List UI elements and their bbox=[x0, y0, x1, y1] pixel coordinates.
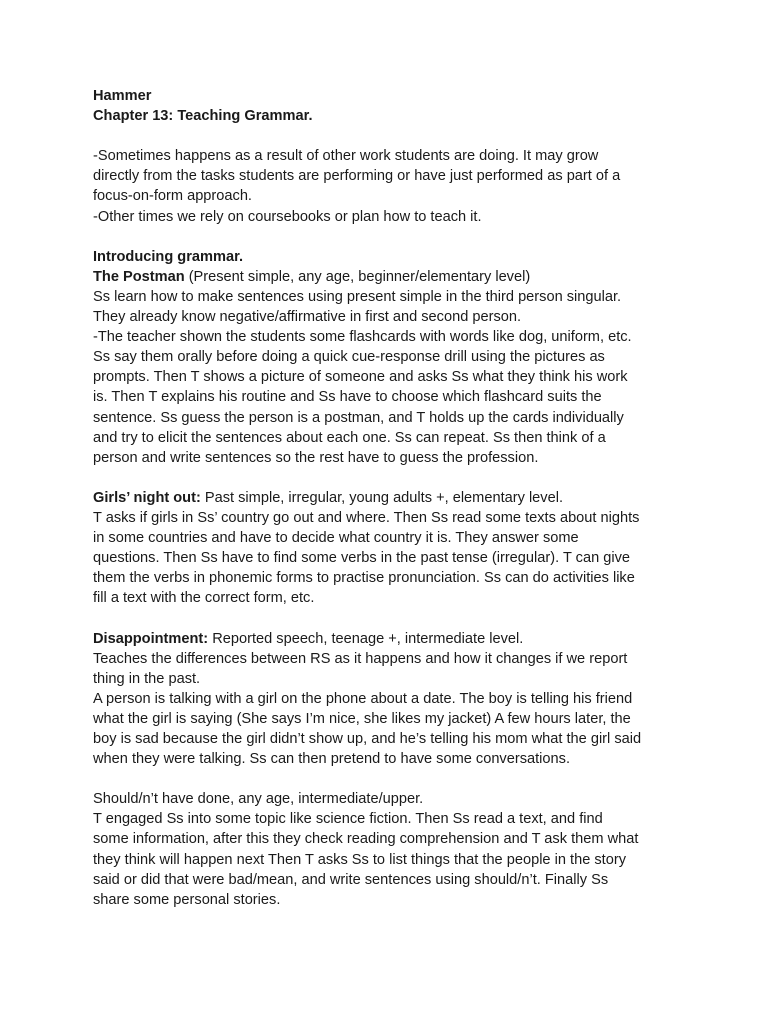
postman-subtitle: (Present simple, any age, beginner/elementary level) bbox=[184, 268, 531, 285]
intro-line: focus-on-form approach. bbox=[93, 188, 252, 205]
girls-title: Girls’ night out: bbox=[93, 489, 201, 506]
girls-subtitle: Past simple, irregular, young adults +, elementary level. bbox=[200, 489, 564, 506]
spacer bbox=[93, 227, 683, 247]
postman-line: is. Then T explains his routine and Ss have to choose which flashcard suits the bbox=[93, 389, 602, 406]
spacer bbox=[93, 468, 683, 488]
document-page bbox=[93, 86, 683, 910]
postman-section bbox=[93, 267, 683, 468]
disappointment-line: thing in the past. bbox=[93, 670, 201, 687]
disappointment-heading-line bbox=[93, 629, 683, 649]
girls-line: T asks if girls in Ss’ country go out and where. Then Ss read some texts about nights bbox=[93, 509, 640, 526]
should-have-done-section bbox=[93, 789, 683, 910]
disappointment-line: Teaches the differences between RS as it happens and how it changes if we report bbox=[93, 650, 628, 667]
disappointment-line: boy is sad because the girl didn’t show up, and he’s telling his mom what the girl said bbox=[93, 731, 642, 747]
intro-line: -Sometimes happens as a result of other work students are doing. It may grow bbox=[93, 148, 599, 165]
postman-line: Ss learn how to make sentences using present simple in the third person singular. bbox=[93, 288, 622, 305]
intro-line: -Other times we rely on coursebooks or plan how to teach it. bbox=[93, 208, 482, 225]
girls-heading-line bbox=[93, 488, 683, 508]
intro-section bbox=[93, 146, 683, 226]
postman-line: Ss say them orally before doing a quick cue-response drill using the pictures as bbox=[93, 349, 605, 366]
spacer bbox=[93, 608, 683, 628]
introducing-grammar-heading: Introducing grammar. bbox=[93, 248, 244, 265]
should-line: T engaged Ss into some topic like science fiction. Then Ss read a text, and find bbox=[93, 811, 603, 828]
disappointment-title: Disappointment: bbox=[93, 630, 209, 647]
girls-night-out-section bbox=[93, 488, 683, 609]
postman-title: The Postman bbox=[93, 268, 185, 285]
postman-line: They already know negative/affirmative in first and second person. bbox=[93, 309, 522, 326]
postman-line: -The teacher shown the students some flashcards with words like dog, uniform, etc. bbox=[93, 329, 632, 346]
chapter-title: Chapter 13: Teaching Grammar. bbox=[93, 108, 313, 125]
disappointment-line: what the girl is saying (She says I’m nice, she likes my jacket) A few hours later, the bbox=[93, 710, 631, 727]
postman-line: sentence. Ss guess the person is a postman, and T holds up the cards individually bbox=[93, 409, 624, 426]
intro-line: directly from the tasks students are performing or have just performed as part of a bbox=[93, 168, 621, 185]
should-line: some information, after this they check reading comprehension and T ask them what bbox=[93, 831, 639, 848]
postman-line: and try to elicit the sentences about each one. Ss can repeat. Ss then think of a bbox=[93, 429, 606, 446]
should-heading: Should/n’t have done, any age, intermediate/upper. bbox=[93, 791, 424, 808]
disappointment-line: when they were talking. Ss can then pretend to have some conversations. bbox=[93, 751, 571, 768]
spacer bbox=[93, 769, 683, 789]
should-line: said or did that were bad/mean, and write sentences using should/n’t. Finally Ss bbox=[93, 871, 609, 888]
document-author: Hammer bbox=[93, 88, 152, 104]
should-line: they think will happen next Then T asks Ss to list things that the people in the story bbox=[93, 851, 626, 868]
girls-line: fill a text with the correct form, etc. bbox=[93, 590, 315, 607]
should-line: share some personal stories. bbox=[93, 891, 281, 908]
girls-line: in some countries and have to decide what country it is. They answer some bbox=[93, 530, 579, 547]
girls-line: questions. Then Ss have to find some verbs in the past tense (irregular). T can give bbox=[93, 550, 631, 567]
disappointment-subtitle: Reported speech, teenage +, intermediate level. bbox=[208, 630, 524, 647]
postman-line: prompts. Then T shows a picture of someone and asks Ss what they think his work bbox=[93, 369, 628, 386]
disappointment-section bbox=[93, 629, 683, 770]
postman-line: person and write sentences so the rest have to guess the profession. bbox=[93, 449, 539, 466]
girls-line: them the verbs in phonemic forms to practise pronunciation. Ss can do activities like bbox=[93, 570, 635, 587]
spacer bbox=[93, 126, 683, 146]
postman-heading-line bbox=[93, 267, 683, 287]
disappointment-line: A person is talking with a girl on the phone about a date. The boy is telling his friend bbox=[93, 690, 633, 707]
